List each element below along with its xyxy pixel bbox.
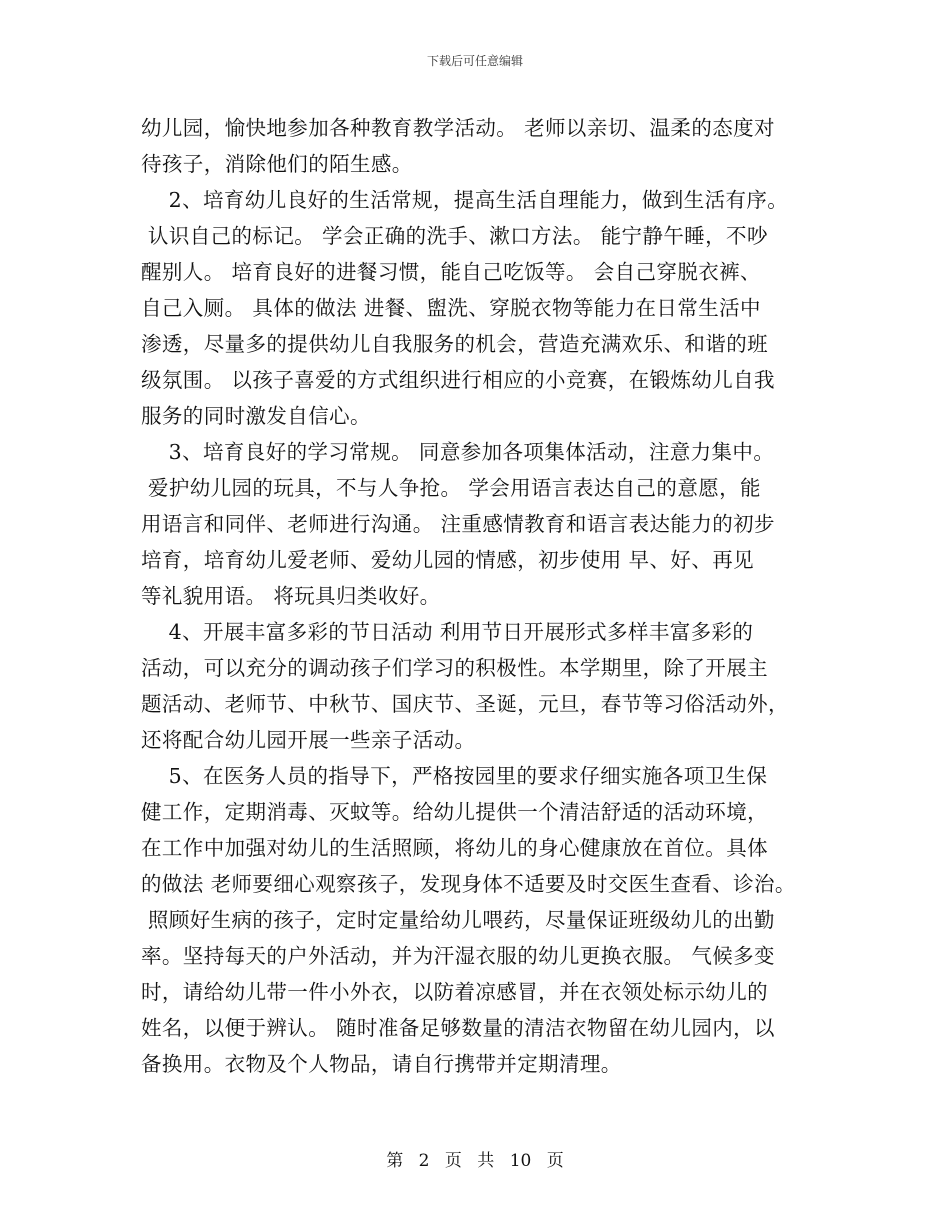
text-line: 活动，可以充分的调动孩子们学习的积极性。本学期里，除了开展主 [141,656,768,680]
text-line: 5、在医务人员的指导下，严格按园里的要求仔细实施各项卫生保 [141,764,768,788]
page-total-label: 共 [477,1151,495,1171]
total-page-count: 10 [509,1151,532,1171]
text-line: 题活动、老师节、中秋节、国庆节、圣诞，元旦，春节等习俗活动外， [141,692,789,716]
text-line: 自己入厕。 具体的做法 进餐、盥洗、穿脱衣物等能力在日常生活中 [141,296,761,320]
text-line: 4、开展丰富多彩的节日活动 利用节日开展形式多样丰富多彩的 [141,620,754,644]
text-line: 的做法 老师要细心观察孩子，发现身体不适要及时交医生查看、诊治。 [141,872,796,896]
text-line: 醒别人。 培育良好的进餐习惯，能自己吃饭等。 会自己穿脱衣裤、 [141,260,761,284]
text-line: 待孩子，消除他们的陌生感。 [141,152,413,176]
page-total-unit: 页 [546,1151,564,1171]
text-line: 在工作中加强对幼儿的生活照顾，将幼儿的身心健康放在首位。具体 [141,836,768,860]
text-line: 率。坚持每天的户外活动，并为汗湿衣服的幼儿更换衣服。 气候多变 [141,944,775,968]
page-header: 下载后可任意编辑 [426,54,523,68]
text-line: 2、培育幼儿良好的生活常规，提高生活自理能力，做到生活有序。 [141,188,789,212]
text-line: 认识自己的标记。 学会正确的洗手、漱口方法。 能宁静午睡，不吵 [141,224,768,248]
document-body [141,110,831,1082]
text-line: 等礼貌用语。 将玩具归类收好。 [141,584,441,608]
text-line: 爱护幼儿园的玩具，不与人争抢。 学会用语言表达自己的意愿，能 [141,476,761,500]
page-number-prefix: 第 [386,1151,404,1171]
page-footer [0,1146,950,1171]
text-line: 服务的同时激发自信心。 [141,404,371,428]
text-line: 渗透，尽量多的提供幼儿自我服务的机会，营造充满欢乐、和谐的班 [141,332,768,356]
text-line: 级氛围。 以孩子喜爱的方式组织进行相应的小竞赛，在锻炼幼儿自我 [141,368,775,392]
text-line: 培育，培育幼儿爱老师、爱幼儿园的情感，初步使用 早、好、再见 [141,548,755,572]
text-line: 3、培育良好的学习常规。 同意参加各项集体活动，注意力集中。 [141,440,775,464]
text-line: 还将配合幼儿园开展一些亲子活动。 [141,728,476,752]
text-line: 照顾好生病的孩子，定时定量给幼儿喂药，尽量保证班级幼儿的出勤 [141,908,775,932]
text-line: 姓名，以便于辨认。 随时准备足够数量的清洁衣物留在幼儿园内，以 [141,1016,775,1040]
text-line: 时，请给幼儿带一件小外衣，以防着凉感冒，并在衣领处标示幼儿的 [141,980,768,1004]
text-line: 备换用。衣物及个人物品，请自行携带并定期清理。 [141,1052,622,1076]
current-page-number: 2 [418,1151,430,1171]
text-line: 用语言和同伴、老师进行沟通。 注重感情教育和语言表达能力的初步 [141,512,775,536]
page-number-unit: 页 [444,1151,462,1171]
text-line: 幼儿园，愉快地参加各种教育教学活动。 老师以亲切、温柔的态度对 [141,116,775,140]
text-line: 健工作，定期消毒、灭蚊等。给幼儿提供一个清洁舒适的活动环境， [141,800,768,824]
